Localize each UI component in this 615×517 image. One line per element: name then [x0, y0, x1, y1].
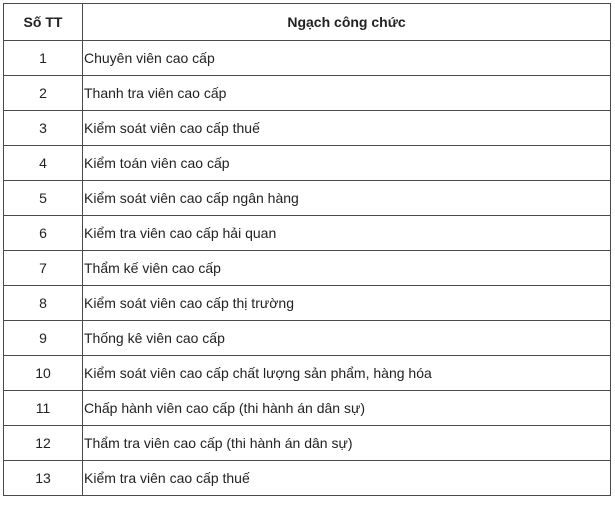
table-row	[4, 146, 611, 181]
grade-name: Kiểm soát viên cao cấp ngân hàng	[83, 181, 611, 216]
grade-name: Chuyên viên cao cấp	[83, 41, 611, 76]
table-row	[4, 216, 611, 251]
table-row	[4, 76, 611, 111]
grade-name: Kiểm tra viên cao cấp thuế	[83, 461, 611, 496]
grade-name: Kiểm soát viên cao cấp thị trường	[83, 286, 611, 321]
row-number: 11	[4, 391, 83, 426]
table-row	[4, 111, 611, 146]
table-row	[4, 251, 611, 286]
grade-name: Kiểm tra viên cao cấp hải quan	[83, 216, 611, 251]
row-number: 13	[4, 461, 83, 496]
table-row	[4, 461, 611, 496]
grade-name: Kiểm soát viên cao cấp chất lượng sản phẩm, hàng hóa	[83, 356, 611, 391]
row-number: 3	[4, 111, 83, 146]
grade-name: Kiểm soát viên cao cấp thuế	[83, 111, 611, 146]
header-grade: Ngạch công chức	[83, 4, 611, 41]
grade-name: Thẩm kế viên cao cấp	[83, 251, 611, 286]
row-number: 12	[4, 426, 83, 461]
grade-name: Thanh tra viên cao cấp	[83, 76, 611, 111]
table-header-row	[4, 4, 611, 41]
table-row	[4, 391, 611, 426]
grade-name: Thẩm tra viên cao cấp (thi hành án dân sự)	[83, 426, 611, 461]
table-row	[4, 426, 611, 461]
row-number: 9	[4, 321, 83, 356]
row-number: 4	[4, 146, 83, 181]
table-row	[4, 286, 611, 321]
grade-name: Chấp hành viên cao cấp (thi hành án dân sự)	[83, 391, 611, 426]
table-row	[4, 321, 611, 356]
table-row	[4, 356, 611, 391]
civil-servant-grades-table	[3, 3, 611, 496]
row-number: 5	[4, 181, 83, 216]
header-stt: Số TT	[4, 4, 83, 41]
row-number: 1	[4, 41, 83, 76]
row-number: 7	[4, 251, 83, 286]
grade-name: Kiểm toán viên cao cấp	[83, 146, 611, 181]
row-number: 6	[4, 216, 83, 251]
row-number: 2	[4, 76, 83, 111]
row-number: 8	[4, 286, 83, 321]
grade-name: Thống kê viên cao cấp	[83, 321, 611, 356]
row-number: 10	[4, 356, 83, 391]
table-row	[4, 41, 611, 76]
table-row	[4, 181, 611, 216]
